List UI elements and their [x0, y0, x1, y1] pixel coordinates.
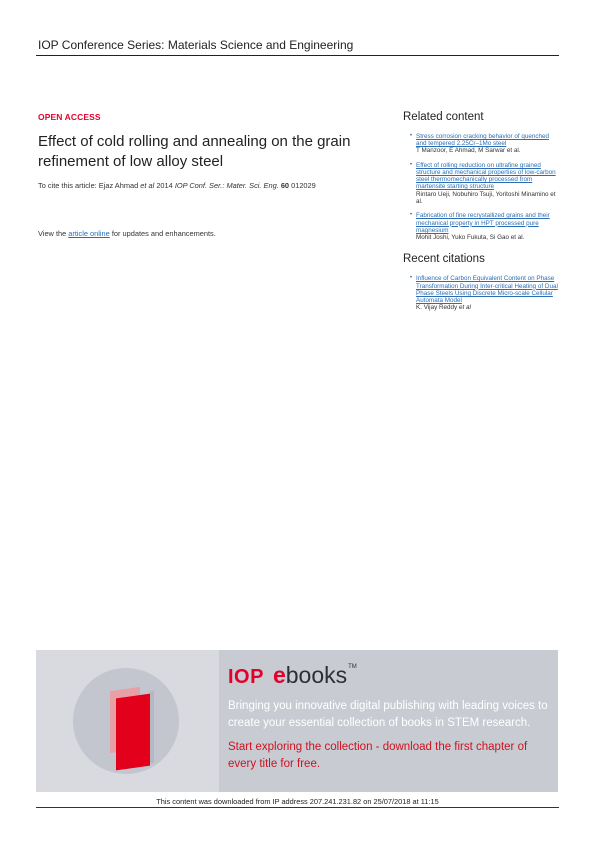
- logo-iop: IOP: [228, 666, 264, 688]
- logo-books: books: [285, 662, 348, 688]
- open-access-badge: OPEN ACCESS: [38, 112, 101, 122]
- citation-item: [410, 275, 559, 312]
- bullet-icon: •: [410, 133, 413, 139]
- cite-prefix: To cite this article: Ejaz Ahmad: [38, 181, 141, 190]
- related-item-link[interactable]: Effect of rolling reduction on ultrafine grained structure and mechanical properties of low-carbon steel thermomechanically processed from martensite starting structure: [416, 161, 556, 191]
- related-item-authors: Mohit Joshi, Yuko Fukuta, Si Gao et al.: [416, 234, 525, 242]
- bullet-icon: •: [410, 275, 413, 282]
- download-note: This content was downloaded from IP address 207.241.231.82 on 25/07/2018 at 11:15: [156, 797, 439, 806]
- cite-journal: IOP Conf. Ser.: Mater. Sci. Eng.: [174, 181, 279, 190]
- related-item: [410, 133, 559, 155]
- article-info: [38, 112, 383, 238]
- bullet-icon: •: [410, 212, 413, 219]
- related-content-heading: Related content: [403, 111, 484, 123]
- cite-etal: et al: [140, 181, 155, 190]
- related-item-authors: T Manzoor, E Ahmad, M Sarwar et al.: [416, 147, 521, 155]
- view-suffix: for updates and enhancements.: [109, 229, 216, 238]
- logo-e: e: [272, 662, 286, 688]
- recent-citations-list: [403, 275, 559, 311]
- citation-authors-text: K. Vijay Reddy: [416, 304, 459, 312]
- cite-article-number: 012029: [289, 181, 316, 190]
- citation-item-link[interactable]: Influence of Carbon Equivalent Content on Phase Transformation During Inter-critical Heating of Dual Phase Steels Using Discrete Micro-scale Cellular Automata Model: [416, 275, 558, 305]
- view-prefix: View the: [38, 229, 69, 238]
- logo-tm: TM: [348, 664, 357, 670]
- citation-authors-etal: et al: [458, 304, 471, 312]
- book-edge: [150, 691, 154, 764]
- related-item-authors: Rintaro Ueji, Nobuhiro Tsuji, Yoritoshi Minamino et al.: [416, 190, 556, 206]
- ebook-illustration: [36, 650, 219, 792]
- sidebar: [403, 111, 559, 319]
- citation-item-authors: [416, 304, 559, 311]
- cite-volume: 60: [280, 181, 290, 190]
- related-content-list: [403, 133, 559, 241]
- citation-line: [38, 181, 383, 190]
- recent-citations-heading: Recent citations: [403, 253, 485, 266]
- banner-tagline: Bringing you innovative digital publishing with leading voices to create your essential collection of books in STEM research.: [228, 700, 548, 729]
- banner-cta: Start exploring the collection - download the first chapter of every title for free.: [228, 741, 528, 770]
- bullet-icon: •: [410, 161, 413, 168]
- journal-title: IOP Conference Series: Materials Science and Engineering: [38, 38, 354, 52]
- footer-divider: [36, 807, 559, 808]
- related-item-link[interactable]: Fabrication of fine recrystallized grains and their mechanical property in HPT processed pure magnesium: [416, 212, 550, 234]
- view-online-line: [38, 229, 383, 238]
- book-front-page: [116, 694, 150, 771]
- cite-year: 2014: [154, 181, 175, 190]
- header-divider: [36, 55, 559, 56]
- article-online-link[interactable]: article online: [68, 229, 110, 238]
- iop-ebooks-logo: [228, 662, 548, 689]
- banner-text: [228, 662, 548, 773]
- ebooks-banner[interactable]: [36, 650, 558, 792]
- related-item: [410, 212, 559, 242]
- article-title: Effect of cold rolling and annealing on the grain refinement of low alloy steel: [38, 133, 351, 170]
- related-item-link[interactable]: Stress corrosion cracking behavior of quenched and tempered 2.25Cr–1Mo steel: [416, 133, 550, 148]
- related-item: [410, 161, 559, 206]
